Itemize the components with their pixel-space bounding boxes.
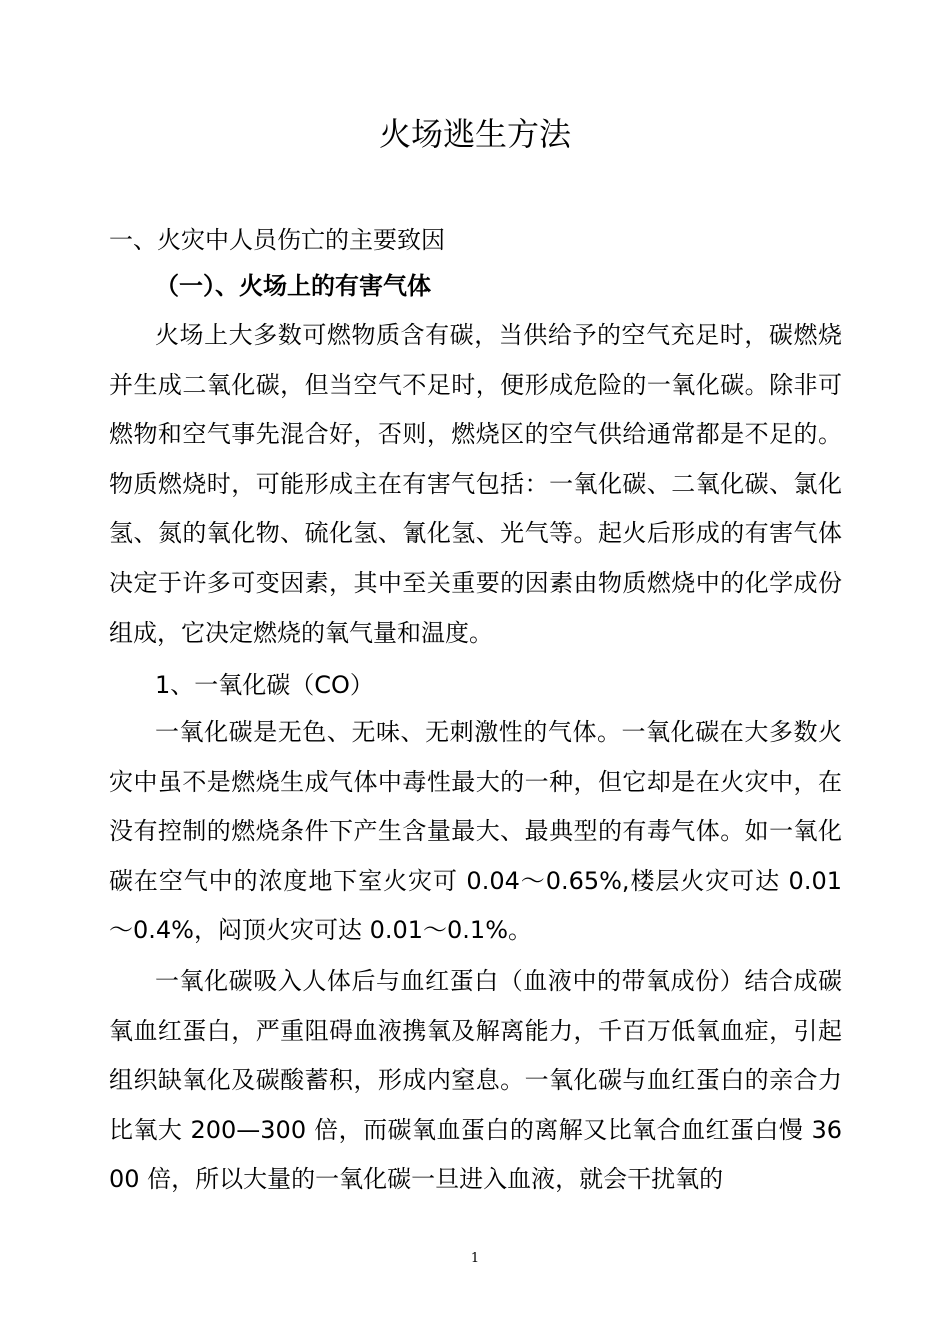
section-heading: 一、火灾中人员伤亡的主要致因 bbox=[109, 226, 445, 254]
paragraph-harmful-gases: 火场上大多数可燃物质含有碳，当供给予的空气充足时，碳燃烧并生成二氧化碳，但当空气不足时，便形成危险的一氧化碳。除非可燃物和空气事先混合好，否则，燃烧区的空气供给通常都是不足的。物质燃烧时，可能形成主在有害气包括：一氧化碳、二氧化碳、氯化氢、氮的氧化物、硫化氢、氰化氢、光气等。起火后形成的有害气体决定于许多可变因素，其中至关重要的因素由物质燃烧中的化学成份组成，它决定燃烧的氧气量和温度。 bbox=[109, 321, 842, 647]
item-heading-carbon-monoxide: 1、一氧化碳（CO） bbox=[155, 671, 374, 699]
subsection-heading: （一）、火场上的有害气体 bbox=[155, 272, 431, 300]
paragraph-co-effects: 一氧化碳吸入人体后与血红蛋白（血液中的带氧成份）结合成碳氧血红蛋白，严重阻碍血液携氧及解离能力，千百万低氧血症，引起组织缺氧化及碳酸蓄积，形成内窒息。一氧化碳与血红蛋白的亲合力比氧大 200—300 倍，而碳氧血蛋白的离解又比氧合血红蛋白慢 3600 倍，所以大量的一氧化碳一旦进入血液，就会干扰氧的 bbox=[109, 967, 842, 1194]
page-number: 1 bbox=[470, 1251, 480, 1266]
document-title: 火场逃生方法 bbox=[378, 115, 571, 153]
paragraph-co-properties: 一氧化碳是无色、无味、无刺激性的气体。一氧化碳在大多数火灾中虽不是燃烧生成气体中毒性最大的一种，但它却是在火灾中，在没有控制的燃烧条件下产生含量最大、最典型的有毒气体。如一氧化碳在空气中的浓度地下室火灾可 0.04～0.65%,楼层火灾可达 0.01～0.4%，闷顶火灾可达 0.01～0.1%。 bbox=[109, 718, 842, 945]
